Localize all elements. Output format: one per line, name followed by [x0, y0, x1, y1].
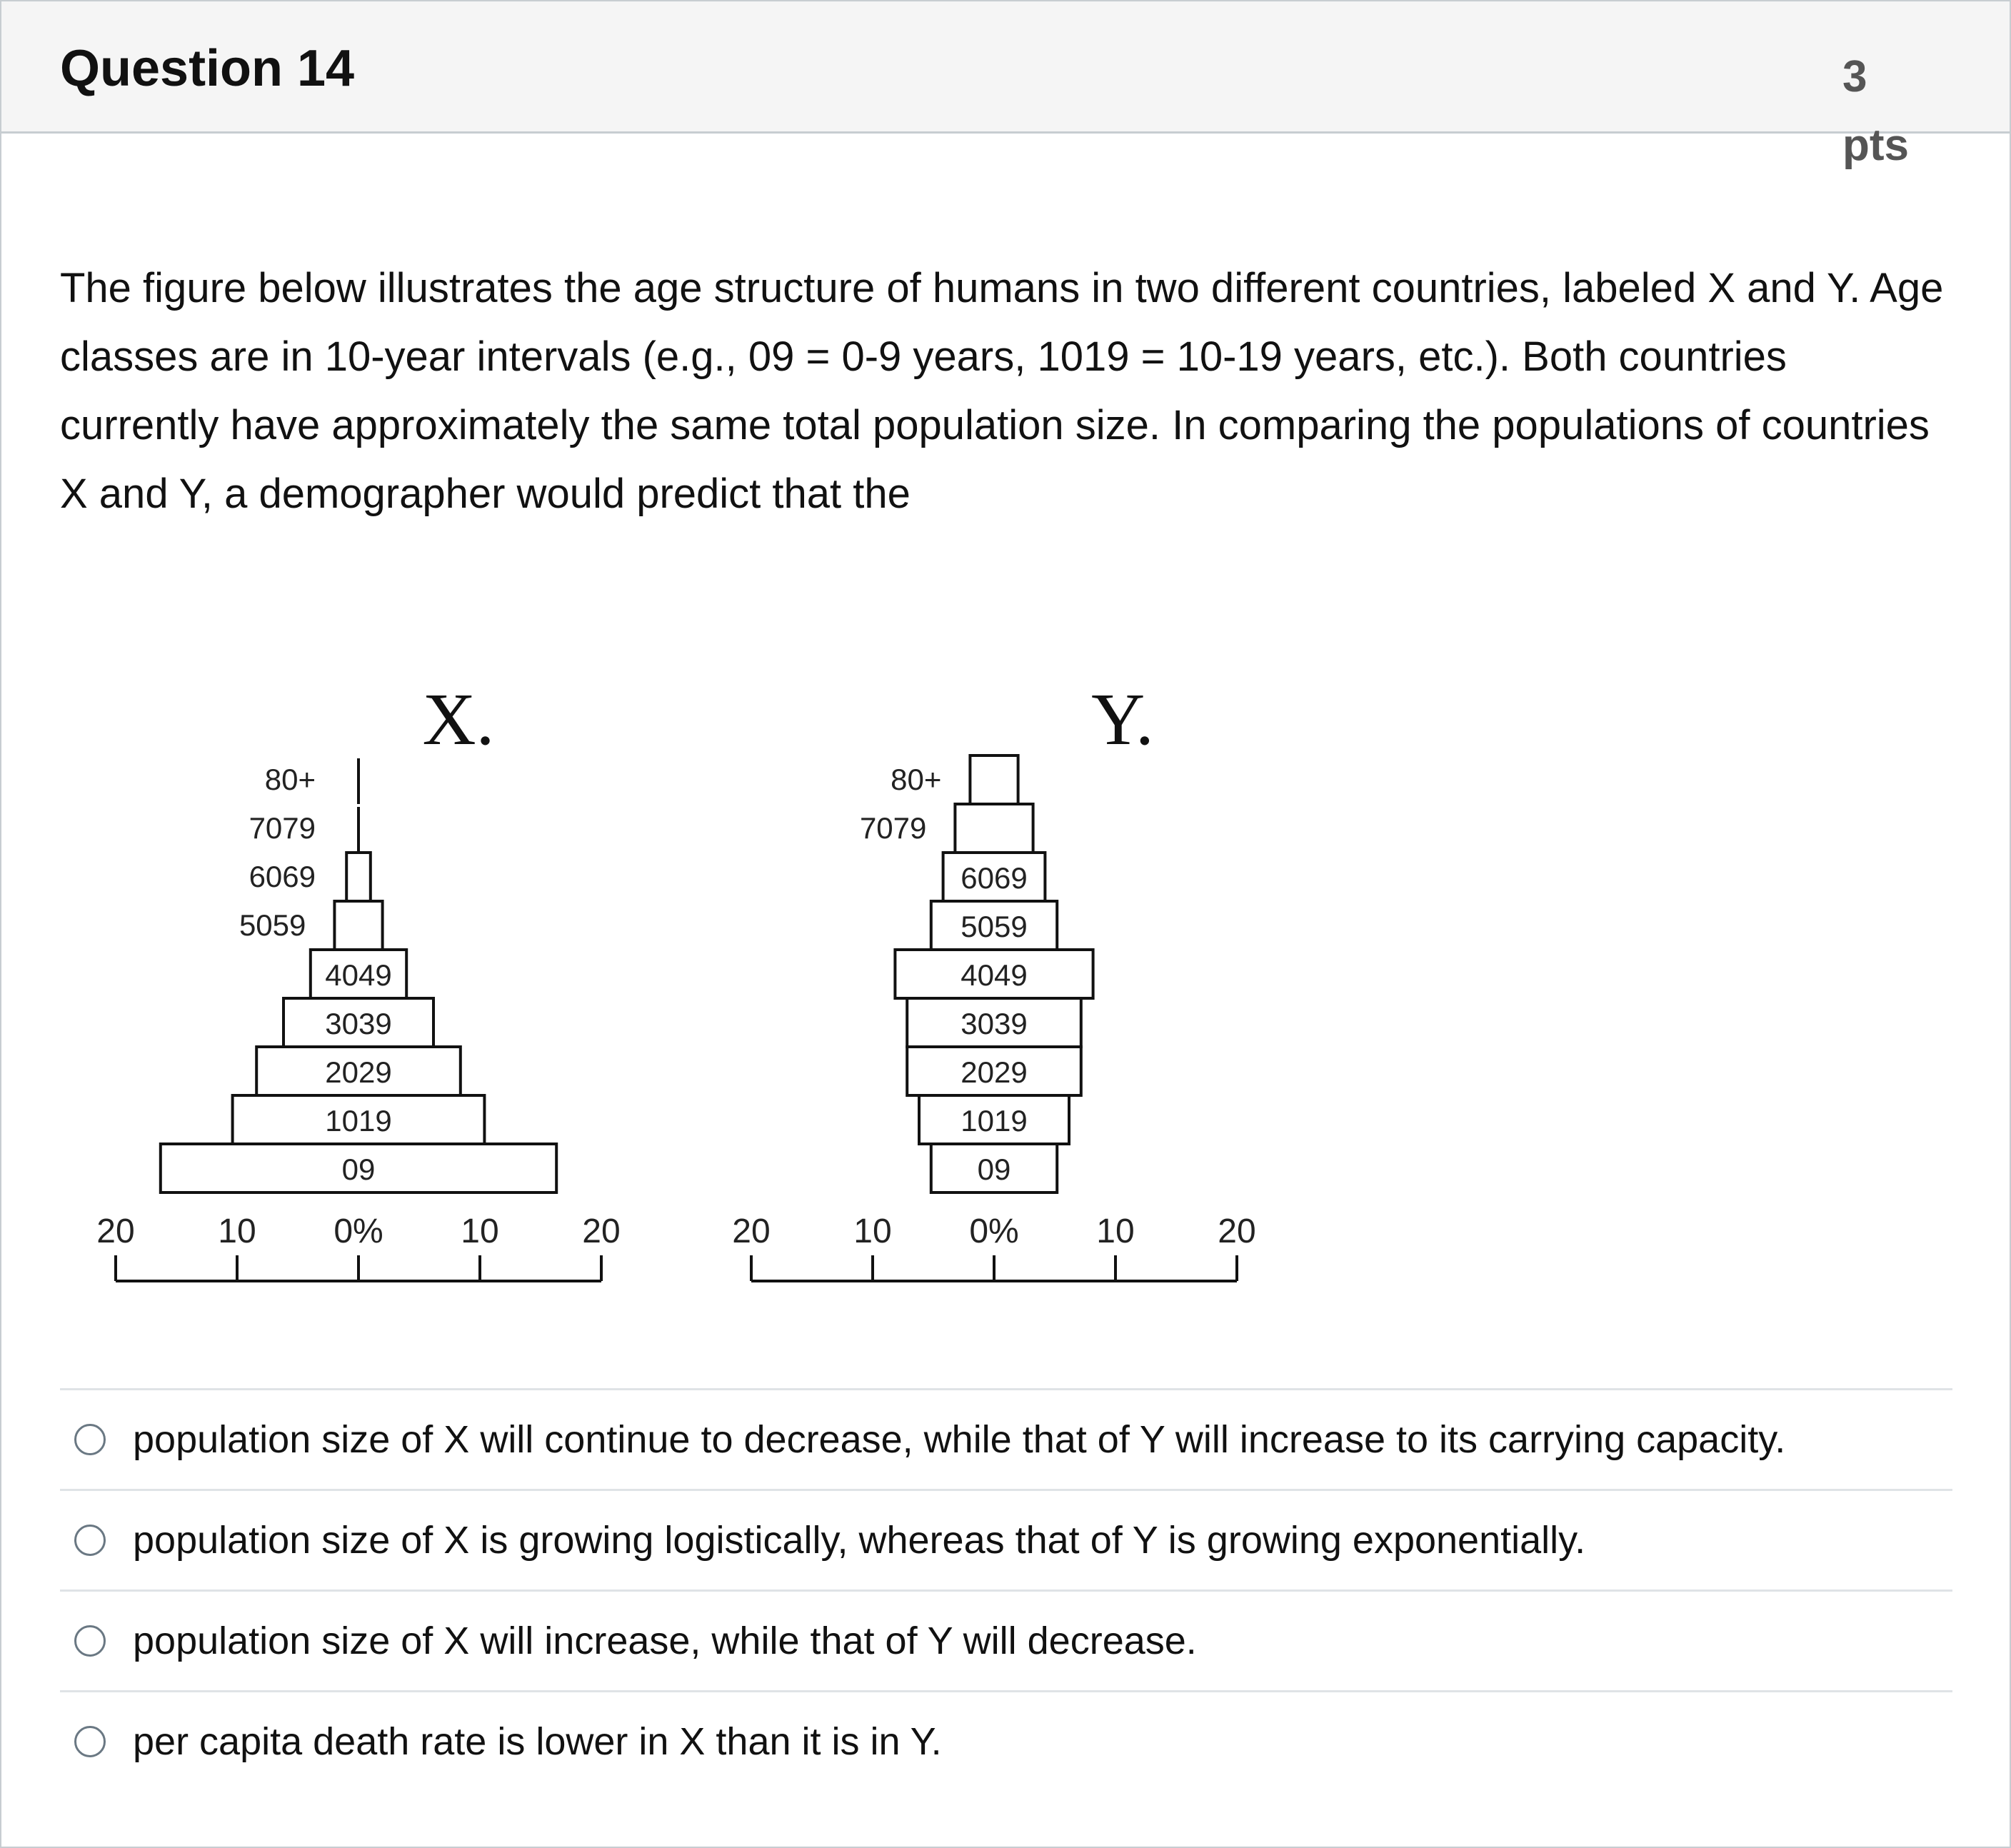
age-class-label: 09	[977, 1153, 1011, 1186]
answer-list	[60, 1388, 1952, 1791]
answer-option-1[interactable]	[60, 1388, 1952, 1489]
question-points: 3 pts	[1842, 52, 1909, 170]
pyramid-title: X.	[422, 680, 495, 760]
radio-button[interactable]	[74, 1525, 106, 1556]
age-class-label: 80+	[264, 763, 316, 796]
age-class-label: 5059	[961, 910, 1028, 943]
age-class-label: 80+	[891, 763, 942, 796]
question-title: Question 14	[60, 40, 355, 97]
age-class-label: 4049	[325, 958, 392, 992]
x-tick-label: 20	[1218, 1212, 1256, 1250]
x-tick-label: 10	[1096, 1212, 1135, 1250]
age-class-label: 3039	[961, 1007, 1028, 1040]
question-text: The figure below illustrates the age structure of humans in two different countries, labeled X and Y. Age classes are in 10-year intervals (e.g., 09 = 0-9 years, 1019 = 10-19 years, etc.). Both countries currently have approximately the same total population size. In comparing the populations of countries X and Y, a demographer would predict that the	[60, 265, 1944, 517]
question-header	[1, 1, 2010, 170]
x-tick-label: 0%	[334, 1212, 383, 1250]
x-tick-label: 0%	[969, 1212, 1019, 1250]
age-class-label: 6069	[249, 860, 316, 893]
age-class-label: 09	[341, 1153, 376, 1186]
age-class-label: 3039	[325, 1007, 392, 1040]
x-tick-label: 20	[96, 1212, 135, 1250]
age-class-label: 7079	[859, 811, 927, 845]
pyramid-bar	[334, 901, 382, 950]
x-tick-label: 10	[461, 1212, 499, 1250]
answer-option-3[interactable]	[60, 1590, 1952, 1690]
answer-option-4[interactable]	[60, 1690, 1952, 1791]
age-class-label: 7079	[249, 811, 316, 845]
age-class-label: 5059	[239, 908, 306, 942]
x-tick-label: 20	[732, 1212, 771, 1250]
answer-label[interactable]: population size of X will increase, while that of Y will decrease.	[133, 1619, 1197, 1662]
pyramid-bar	[346, 853, 371, 901]
answer-label[interactable]: per capita death rate is lower in X than it is in Y.	[133, 1720, 942, 1763]
radio-button[interactable]	[74, 1726, 106, 1757]
x-tick-label: 20	[582, 1212, 621, 1250]
age-structure-diagram	[73, 680, 1287, 1308]
radio-button[interactable]	[74, 1625, 106, 1657]
age-class-label: 2029	[325, 1055, 392, 1089]
age-structure-figure	[73, 680, 1287, 1308]
answer-label[interactable]: population size of X will continue to decrease, while that of Y will increase to its carrying capacity.	[133, 1418, 1786, 1461]
age-class-label: 4049	[961, 958, 1028, 992]
x-tick-label: 10	[853, 1212, 892, 1250]
age-class-label: 1019	[961, 1104, 1028, 1138]
x-tick-label: 10	[218, 1212, 256, 1250]
age-class-label: 6069	[961, 861, 1028, 895]
pyramid-bar	[970, 755, 1018, 804]
age-class-label: 1019	[325, 1104, 392, 1138]
pyramid-bar	[955, 804, 1033, 853]
age-class-label: 2029	[961, 1055, 1028, 1089]
radio-button[interactable]	[74, 1424, 106, 1455]
answer-option-2[interactable]	[60, 1489, 1952, 1590]
pyramid-title: Y.	[1091, 680, 1154, 760]
answer-label[interactable]: population size of X is growing logistically, whereas that of Y is growing exponentially.	[133, 1519, 1586, 1562]
